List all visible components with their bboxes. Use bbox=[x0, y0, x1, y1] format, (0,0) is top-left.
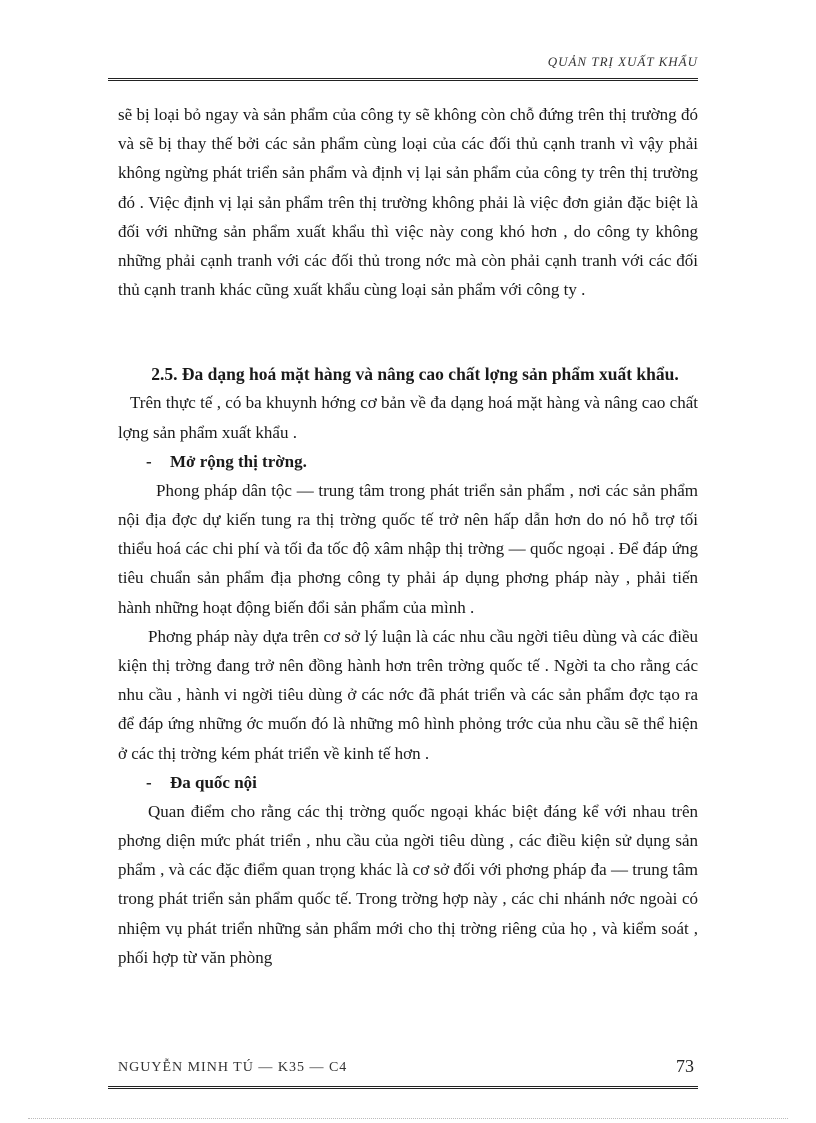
bullet-label: Mở rộng thị trờng. bbox=[170, 451, 307, 471]
footer-divider bbox=[108, 1086, 698, 1089]
page-number: 73 bbox=[676, 1056, 694, 1076]
paragraph-rationale: Phơng pháp này dựa trên cơ sở lý luận là các nhu cầu ngời tiêu dùng và các điều kiện thị trờng đang trở nên đồng hành hơn trên trờng quốc tế . Ngời ta cho rằng các nhu cầu , hành vi ngời tiêu dùng ở các nớc đã phát triển và các sản phẩm đợc tạo ra để đáp ứng những ớc muốn đó là những mô hình phỏng trớc của nhu cầu sẽ thể hiện ở các thị trờng kém phát triển về kinh tế hơn . bbox=[118, 626, 698, 763]
section-heading: 2.5. Đa dạng hoá mặt hàng và nâng cao chất lợng sản phẩm xuất khẩu. bbox=[151, 364, 679, 385]
footer-author: NGUYỄN MINH TÚ — K35 — C4 bbox=[118, 1060, 348, 1075]
bullet-expand-market bbox=[118, 447, 698, 476]
header-divider bbox=[108, 78, 698, 81]
running-header: QUẢN TRỊ XUẤT KHẨU bbox=[547, 54, 698, 69]
paragraph-polycentric: Quan điểm cho rằng các thị trờng quốc ngoại khác biệt đáng kể với nhau trên phơng diện mức phát triển , nhu cầu của ngời tiêu dùng , các điều kiện sử dụng sản phẩm , và các đặc điểm quan trọng khác là cơ sở đối với phơng pháp đa — trung tâm trong phát triển sản phẩm quốc tế. Trong trờng hợp này , các chi nhánh nớc ngoài có nhiệm vụ phát triển những sản phẩm mới cho thị trờng riêng của họ , và kiểm soát , phối hợp từ văn phòng bbox=[118, 801, 698, 967]
bullet-label: Đa quốc nội bbox=[170, 772, 257, 792]
bullet-multidomestic bbox=[118, 768, 698, 797]
paragraph-intro: Trên thực tế , có ba khuynh hớng cơ bản về đa dạng hoá mặt hàng và nâng cao chất lợng sản phẩm xuất khẩu . bbox=[118, 393, 698, 442]
page-body bbox=[118, 100, 698, 972]
paragraph-ethnocentric: Phong pháp dân tộc — trung tâm trong phát triển sản phẩm , nơi các sản phẩm nội địa đợc dự kiến tung ra thị trờng quốc tế trở nên hấp dẫn hơn do nó hỗ trợ tối thiểu hoá các chi phí và tối đa tốc độ xâm nhập thị trờng — quốc ngoại . Để đáp ứng tiêu chuẩn sản phẩm địa phơng công ty phải áp dụng phơng pháp này , phải tiến hành những hoạt động biến đổi sản phẩm của mình . bbox=[118, 480, 698, 617]
bullet-dash: - bbox=[146, 772, 152, 792]
paragraph-continued: sẽ bị loại bỏ ngay và sản phẩm của công ty sẽ không còn chỗ đứng trên thị trường đó và sẽ bị thay thế bởi các sản phẩm cùng loại của các đối thủ cạnh tranh vì vậy phải không ngừng phát triển sản phẩm và định vị lại sản phẩm của công ty trên thị trường đó . Việc định vị lại sản phẩm trên thị trường không phải là việc đơn giản đặc biệt là đối với những sản phẩm xuất khẩu thì việc này cong khó hơn , do công ty không những phải cạnh tranh với các đối thủ trong nớc mà còn phải cạnh tranh với các đối thủ cạnh tranh khác cũng xuất khẩu cùng loại sản phẩm với công ty . bbox=[118, 105, 698, 300]
page-edge-divider bbox=[28, 1118, 788, 1119]
bullet-dash: - bbox=[146, 451, 152, 471]
